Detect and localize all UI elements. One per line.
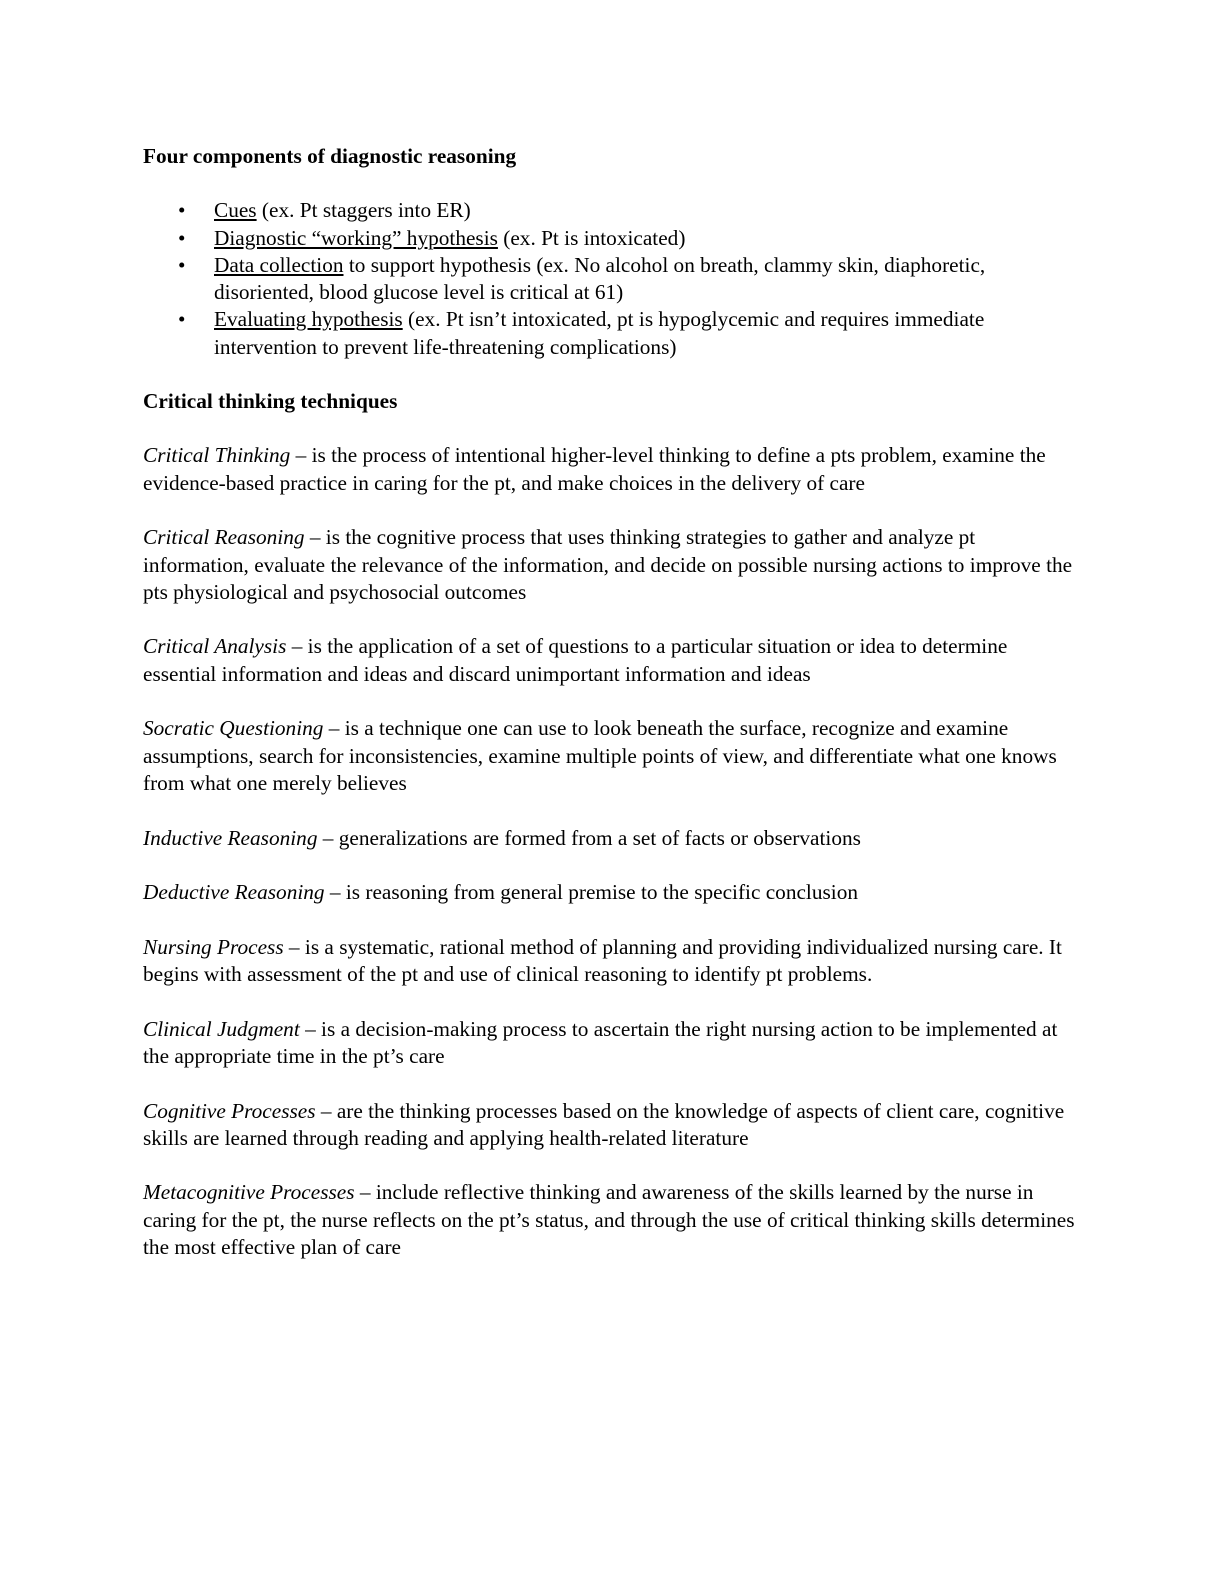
definition-paragraph [143, 1016, 1078, 1071]
definition-text: – is the process of intentional higher-level thinking to define a pts problem, examine the evidence-based practice in caring for the pt, and make choices in the delivery of care [143, 443, 1046, 495]
list-item-term: Evaluating hypothesis [214, 307, 403, 332]
list-item-text: (ex. Pt is intoxicated) [497, 225, 686, 250]
definition-term: Socratic Questioning [143, 716, 324, 741]
definition-text: – include reflective thinking and awareness of the skills learned by the nurse in caring for the pt, the nurse reflects on the pt’s status, and through the use of critical thinking skills determines the most effective plan of care [143, 1180, 1075, 1259]
section-heading-diagnostic-reasoning: Four components of diagnostic reasoning [143, 144, 517, 168]
definition-paragraph [143, 1098, 1078, 1153]
definition-text: – is a technique one can use to look beneath the surface, recognize and examine assumptions, search for inconsistencies, examine multiple points of view, and differentiate what one knows from what one merely believes [143, 716, 1057, 795]
definition-paragraph [143, 633, 1078, 688]
list-item-term: Data collection [214, 252, 344, 277]
definition-paragraph [143, 1179, 1078, 1261]
definition-paragraph [143, 934, 1078, 989]
bullet-icon: • [178, 198, 186, 223]
definition-term: Critical Thinking [143, 443, 291, 468]
definition-text: – generalizations are formed from a set of facts or observations [317, 825, 861, 850]
definition-text: – is a decision-making process to ascertain the right nursing action to be implemented at the appropriate time in the pt’s care [143, 1016, 1058, 1068]
definition-term: Inductive Reasoning [143, 825, 318, 850]
definition-text: – is a systematic, rational method of planning and providing individualized nursing care. It begins with assessment of the pt and use of clinical reasoning to identify pt problems. [143, 934, 1062, 987]
list-item [143, 252, 1078, 307]
list-item [143, 197, 1078, 224]
list-item-term: Cues [214, 198, 257, 223]
definition-text: – is the cognitive process that uses thinking strategies to gather and analyze pt information, evaluate the relevance of the information, and decide on possible nursing actions to improve the pts physiological and psychosocial outcomes [143, 525, 1073, 604]
definition-text: – are the thinking processes based on the knowledge of aspects of client care, cognitive skills are learned through reading and applying health-related literature [143, 1098, 1065, 1150]
definition-term: Nursing Process [143, 934, 284, 959]
list-item-text: (ex. Pt staggers into ER) [256, 198, 471, 223]
section-heading-critical-thinking: Critical thinking techniques [143, 389, 398, 414]
document-page [143, 143, 1078, 1289]
list-item-term: Diagnostic “working” hypothesis [214, 225, 498, 250]
definition-term: Critical Reasoning [143, 525, 305, 550]
list-item [143, 306, 1078, 361]
list-item-text: to support hypothesis (ex. No alcohol on breath, clammy skin, diaphoretic, disoriented, blood glucose level is critical at 61) [214, 252, 986, 305]
diagnostic-components-list [143, 197, 1078, 361]
definition-paragraph [143, 879, 1078, 906]
list-item [143, 225, 1078, 252]
definition-paragraph [143, 442, 1078, 497]
definition-term: Metacognitive Processes [143, 1180, 355, 1205]
bullet-icon: • [178, 307, 186, 332]
bullet-icon: • [178, 252, 186, 277]
definition-term: Critical Analysis [143, 634, 287, 659]
list-item-text: (ex. Pt isn’t intoxicated, pt is hypoglycemic and requires immediate intervention to prevent life-threatening complications) [214, 307, 985, 359]
definition-text: – is reasoning from general premise to the specific conclusion [324, 880, 859, 905]
definition-term: Clinical Judgment [143, 1016, 300, 1041]
definition-paragraph [143, 715, 1078, 797]
definition-term: Deductive Reasoning [143, 880, 325, 905]
definition-term: Cognitive Processes [143, 1098, 316, 1123]
definition-paragraph [143, 524, 1078, 606]
bullet-icon: • [178, 225, 186, 250]
definition-text: – is the application of a set of questions to a particular situation or idea to determine essential information and ideas and discard unimportant information and ideas [143, 634, 1008, 686]
definition-paragraph [143, 825, 1078, 852]
